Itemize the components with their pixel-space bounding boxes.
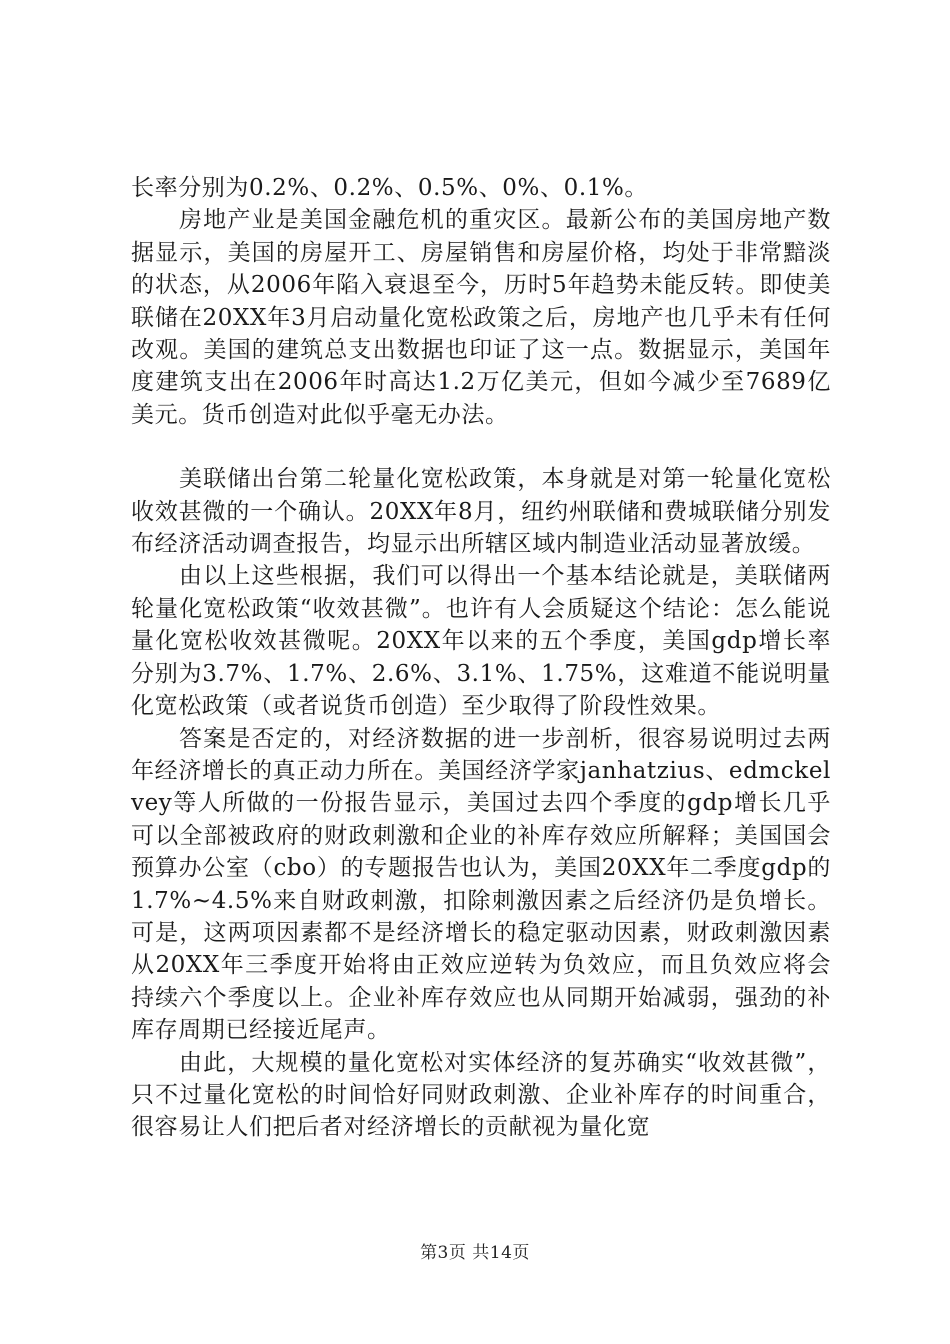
paragraph-conclusion: 由以上这些根据，我们可以得出一个基本结论就是，美联储两轮量化宽松政策“收效甚微”。也许有人会质疑这个结论：怎么能说量化宽松收效甚微呢。20XX年以来的五个季度，美国gdp增长率分别为3.7%、1.7%、2.6%、3.1%、1.75%，这难道不能说明量化宽松政策（或者说货币创造）至少取得了阶段性效果。 bbox=[131, 563, 831, 720]
paragraph-gap bbox=[131, 431, 831, 463]
document-body bbox=[131, 172, 831, 1144]
paragraph-therefore: 由此，大规模的量化宽松对实体经济的复苏确实“收效甚微”，只不过量化宽松的时间恰好同财政刺激、企业补库存的时间重合，很容易让人们把后者对经济增长的贡献视为量化宽 bbox=[131, 1049, 831, 1141]
paragraph-continuation: 长率分别为0.2%、0.2%、0.5%、0%、0.1%。 bbox=[131, 175, 649, 201]
paragraph-real-estate: 房地产业是美国金融危机的重灾区。最新公布的美国房地产数据显示，美国的房屋开工、房屋销售和房屋价格，均处于非常黯淡的状态，从2006年陷入衰退至今，历时5年趋势未能反转。即使美联储在20XX年3月启动量化宽松政策之后，房地产也几乎未有任何改观。美国的建筑总支出数据也印证了这一点。数据显示，美国年度建筑支出在2006年时高达1.2万亿美元，但如今减少至7689亿美元。货币创造对此似乎毫无办法。 bbox=[131, 207, 831, 428]
paragraph-answer: 答案是否定的，对经济数据的进一步剖析，很容易说明过去两年经济增长的真正动力所在。美国经济学家janhatzius、edmckelvey等人所做的一份报告显示，美国过去四个季度的gdp增长几乎可以全部被政府的财政刺激和企业的补库存效应所解释；美国国会预算办公室（cbo）的专题报告也认为，美国20XX年二季度gdp的1.7%~4.5%来自财政刺激，扣除刺激因素之后经济仍是负增长。可是，这两项因素都不是经济增长的稳定驱动因素，财政刺激因素从20XX年三季度开始将由正效应逆转为负效应，而且负效应将会持续六个季度以上。企业补库存效应也从同期开始减弱，强劲的补库存周期已经接近尾声。 bbox=[131, 725, 831, 1044]
paragraph-second-qe: 美联储出台第二轮量化宽松政策，本身就是对第一轮量化宽松收效甚微的一个确认。20XX年8月，纽约州联储和费城联储分别发布经济活动调查报告，均显示出所辖区域内制造业活动显著放缓。 bbox=[131, 466, 831, 558]
page-footer: 第3页 共14页 bbox=[420, 1243, 530, 1263]
